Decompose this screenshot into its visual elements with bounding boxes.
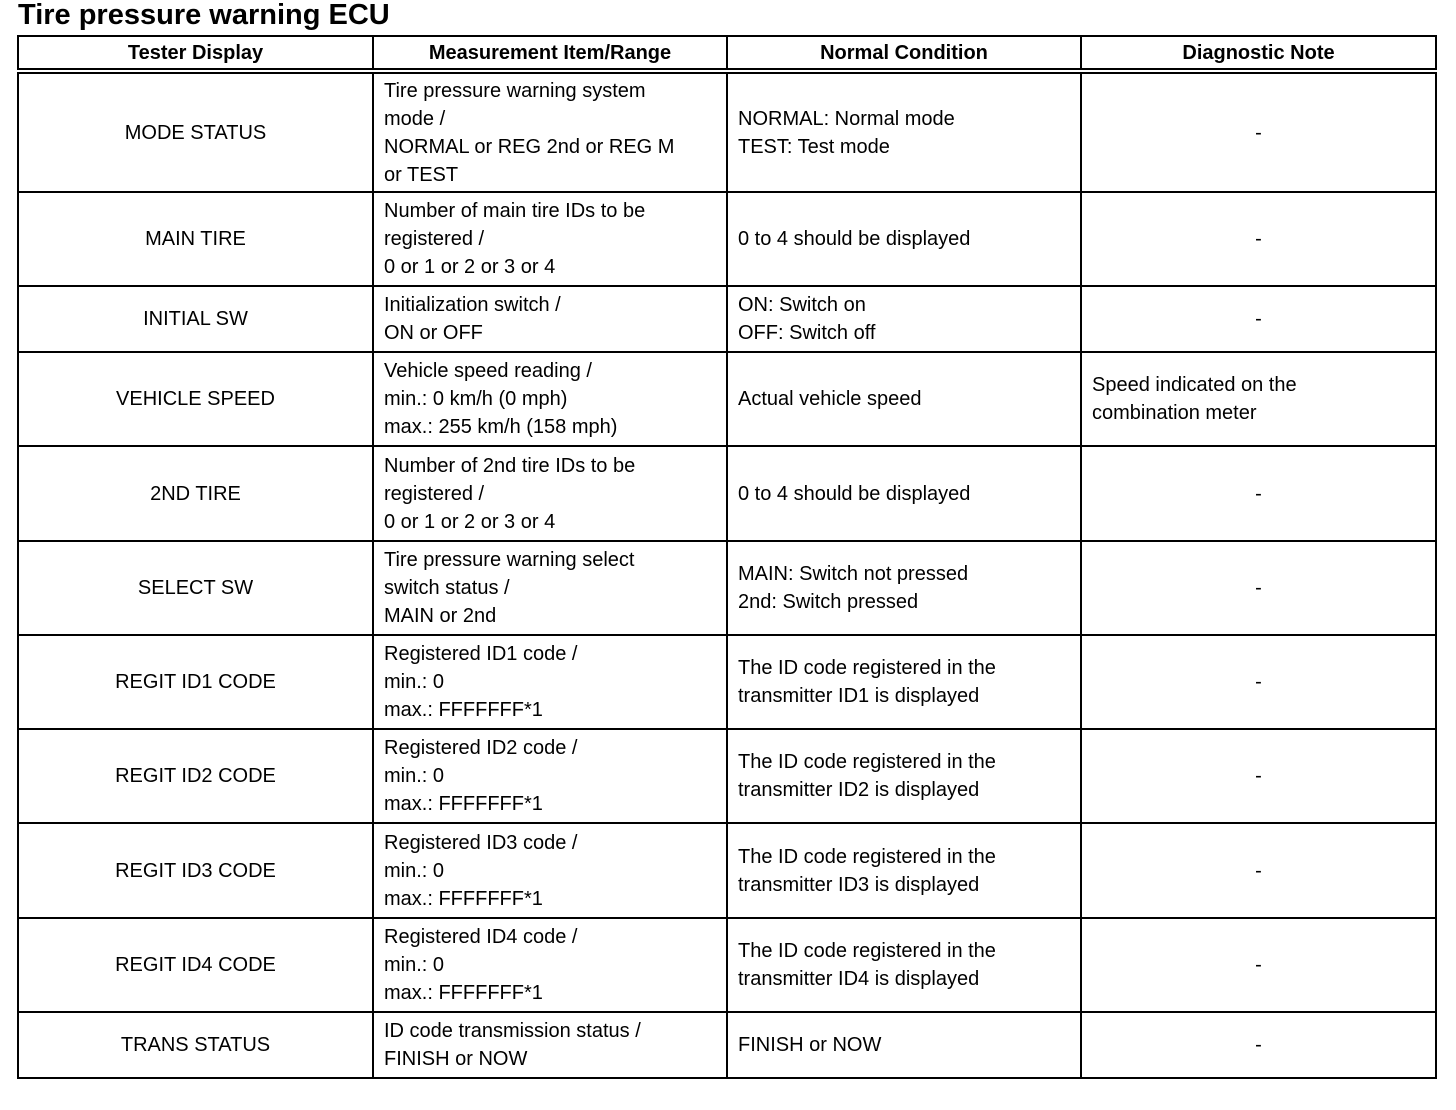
cell-measurement-item-range-line: max.: FFFFFFF*1 [384, 887, 543, 910]
cell-measurement-item-range-line: max.: FFFFFFF*1 [384, 699, 543, 721]
table-row [18, 1012, 1436, 1078]
cell-diagnostic-note [1081, 286, 1436, 352]
cell-normal-condition [727, 1012, 1081, 1078]
cell-tester-display: REGIT ID4 CODE [18, 918, 373, 1012]
cell-normal-condition-line: MAIN: Switch not pressed [738, 563, 969, 585]
cell-diagnostic-note-line: - [1255, 482, 1262, 505]
cell-measurement-item-range [373, 71, 727, 192]
cell-measurement-item-range-line: MAIN or 2nd [384, 605, 497, 627]
cell-diagnostic-note [1081, 541, 1436, 635]
document-title: Tire pressure warning ECU [18, 0, 390, 31]
cell-normal-condition-line: 0 to 4 should be displayed [738, 228, 971, 250]
cell-diagnostic-note-line: - [1255, 228, 1262, 250]
cell-normal-condition-line: The ID code registered in the [738, 657, 996, 679]
cell-diagnostic-note [1081, 192, 1436, 286]
cell-measurement-item-range-line: min.: 0 [384, 765, 445, 787]
table-row [18, 71, 1436, 192]
cell-tester-display: TRANS STATUS [18, 1012, 373, 1078]
cell-diagnostic-note-line: - [1255, 765, 1262, 787]
cell-tester-display: REGIT ID3 CODE [18, 823, 373, 918]
table-row [18, 352, 1436, 446]
cell-diagnostic-note-line: - [1255, 859, 1262, 882]
cell-tester-display: SELECT SW [18, 541, 373, 635]
header-tester-display: Tester Display [18, 36, 373, 71]
cell-normal-condition [727, 635, 1081, 729]
cell-measurement-item-range [373, 918, 727, 1012]
cell-measurement-item-range-line: FINISH or NOW [384, 1048, 528, 1070]
cell-measurement-item-range-line: max.: 255 km/h (158 mph) [384, 416, 618, 438]
cell-normal-condition-line: The ID code registered in the [738, 751, 996, 773]
cell-normal-condition [727, 71, 1081, 192]
cell-normal-condition-line: 0 to 4 should be displayed [738, 482, 971, 505]
cell-measurement-item-range-line: Registered ID2 code / [384, 737, 578, 759]
cell-diagnostic-note-line: combination meter [1092, 402, 1257, 424]
cell-measurement-item-range-line: NORMAL or REG 2nd or REG M [384, 135, 675, 158]
header-diagnostic-note: Diagnostic Note [1081, 36, 1436, 71]
cell-diagnostic-note-line: - [1255, 671, 1262, 693]
cell-measurement-item-range-line: 0 or 1 or 2 or 3 or 4 [384, 510, 556, 533]
header-normal-condition: Normal Condition [727, 36, 1081, 71]
cell-measurement-item-range-line: max.: FFFFFFF*1 [384, 793, 543, 815]
cell-measurement-item-range-line: registered / [384, 482, 485, 505]
cell-measurement-item-range [373, 823, 727, 918]
cell-measurement-item-range [373, 286, 727, 352]
cell-measurement-item-range [373, 1012, 727, 1078]
cell-diagnostic-note-line: - [1255, 1034, 1262, 1056]
cell-diagnostic-note [1081, 729, 1436, 823]
cell-tester-display: REGIT ID2 CODE [18, 729, 373, 823]
cell-measurement-item-range-line: Tire pressure warning select [384, 549, 635, 571]
cell-normal-condition [727, 192, 1081, 286]
cell-measurement-item-range [373, 446, 727, 541]
table-row [18, 823, 1436, 918]
cell-diagnostic-note-line: - [1255, 308, 1262, 330]
table-row [18, 635, 1436, 729]
cell-normal-condition-line: The ID code registered in the [738, 940, 996, 962]
cell-tester-display: 2ND TIRE [18, 446, 373, 541]
cell-diagnostic-note [1081, 71, 1436, 192]
cell-diagnostic-note [1081, 446, 1436, 541]
cell-normal-condition-line: ON: Switch on [738, 294, 866, 316]
cell-measurement-item-range-line: min.: 0 km/h (0 mph) [384, 388, 568, 410]
cell-measurement-item-range-line: 0 or 1 or 2 or 3 or 4 [384, 256, 556, 278]
table-header [18, 36, 1436, 71]
cell-measurement-item-range-line: Vehicle speed reading / [384, 360, 592, 382]
cell-measurement-item-range-line: max.: FFFFFFF*1 [384, 982, 543, 1004]
cell-tester-display: VEHICLE SPEED [18, 352, 373, 446]
cell-measurement-item-range-line: registered / [384, 228, 485, 250]
cell-diagnostic-note [1081, 1012, 1436, 1078]
cell-measurement-item-range-line: Number of main tire IDs to be [384, 200, 646, 222]
cell-diagnostic-note [1081, 918, 1436, 1012]
cell-measurement-item-range [373, 192, 727, 286]
cell-normal-condition-line: transmitter ID2 is displayed [738, 779, 980, 801]
table-row [18, 286, 1436, 352]
cell-measurement-item-range-line: Initialization switch / [384, 294, 561, 316]
cell-normal-condition [727, 729, 1081, 823]
cell-diagnostic-note-line: Speed indicated on the [1092, 374, 1297, 396]
cell-normal-condition [727, 541, 1081, 635]
cell-normal-condition-line: TEST: Test mode [738, 135, 890, 158]
cell-measurement-item-range [373, 352, 727, 446]
cell-normal-condition-line: FINISH or NOW [738, 1034, 882, 1056]
cell-measurement-item-range-line: Registered ID4 code / [384, 926, 578, 948]
cell-diagnostic-note [1081, 352, 1436, 446]
cell-measurement-item-range-line: Registered ID1 code / [384, 643, 578, 665]
cell-measurement-item-range-line: Registered ID3 code / [384, 831, 578, 854]
cell-normal-condition-line: transmitter ID3 is displayed [738, 873, 980, 896]
cell-tester-display: INITIAL SW [18, 286, 373, 352]
cell-tester-display: MAIN TIRE [18, 192, 373, 286]
cell-normal-condition-line: OFF: Switch off [738, 322, 876, 344]
cell-tester-display: MODE STATUS [18, 71, 373, 192]
cell-normal-condition [727, 352, 1081, 446]
cell-diagnostic-note-line: - [1255, 954, 1262, 976]
cell-measurement-item-range-line: Number of 2nd tire IDs to be [384, 454, 636, 477]
cell-measurement-item-range [373, 541, 727, 635]
cell-normal-condition-line: Actual vehicle speed [738, 388, 922, 410]
cell-measurement-item-range-line: or TEST [384, 163, 459, 186]
table-row [18, 541, 1436, 635]
cell-measurement-item-range-line: min.: 0 [384, 859, 445, 882]
table-row [18, 918, 1436, 1012]
cell-normal-condition-line: 2nd: Switch pressed [738, 591, 919, 613]
cell-normal-condition [727, 286, 1081, 352]
header-row [18, 36, 1436, 71]
table-row [18, 446, 1436, 541]
cell-measurement-item-range-line: ID code transmission status / [384, 1020, 641, 1042]
cell-measurement-item-range [373, 729, 727, 823]
cell-tester-display: REGIT ID1 CODE [18, 635, 373, 729]
cell-normal-condition-line: NORMAL: Normal mode [738, 107, 955, 130]
table-row [18, 192, 1436, 286]
table-row [18, 729, 1436, 823]
cell-measurement-item-range-line: min.: 0 [384, 671, 445, 693]
data-list-table [17, 35, 1437, 1079]
cell-measurement-item-range-line: ON or OFF [384, 322, 483, 344]
cell-diagnostic-note [1081, 823, 1436, 918]
cell-diagnostic-note-line: - [1255, 121, 1262, 144]
cell-diagnostic-note [1081, 635, 1436, 729]
cell-normal-condition-line: The ID code registered in the [738, 845, 996, 868]
cell-measurement-item-range-line: Tire pressure warning system [384, 79, 646, 102]
cell-measurement-item-range [373, 635, 727, 729]
table-body [18, 71, 1436, 1078]
cell-normal-condition-line: transmitter ID4 is displayed [738, 968, 980, 990]
header-measurement-item-range: Measurement Item/Range [373, 36, 727, 71]
cell-normal-condition [727, 446, 1081, 541]
cell-measurement-item-range-line: mode / [384, 107, 446, 130]
cell-normal-condition-line: transmitter ID1 is displayed [738, 685, 980, 707]
cell-measurement-item-range-line: min.: 0 [384, 954, 445, 976]
cell-normal-condition [727, 823, 1081, 918]
cell-diagnostic-note-line: - [1255, 577, 1262, 599]
cell-measurement-item-range-line: switch status / [384, 577, 510, 599]
cell-normal-condition [727, 918, 1081, 1012]
